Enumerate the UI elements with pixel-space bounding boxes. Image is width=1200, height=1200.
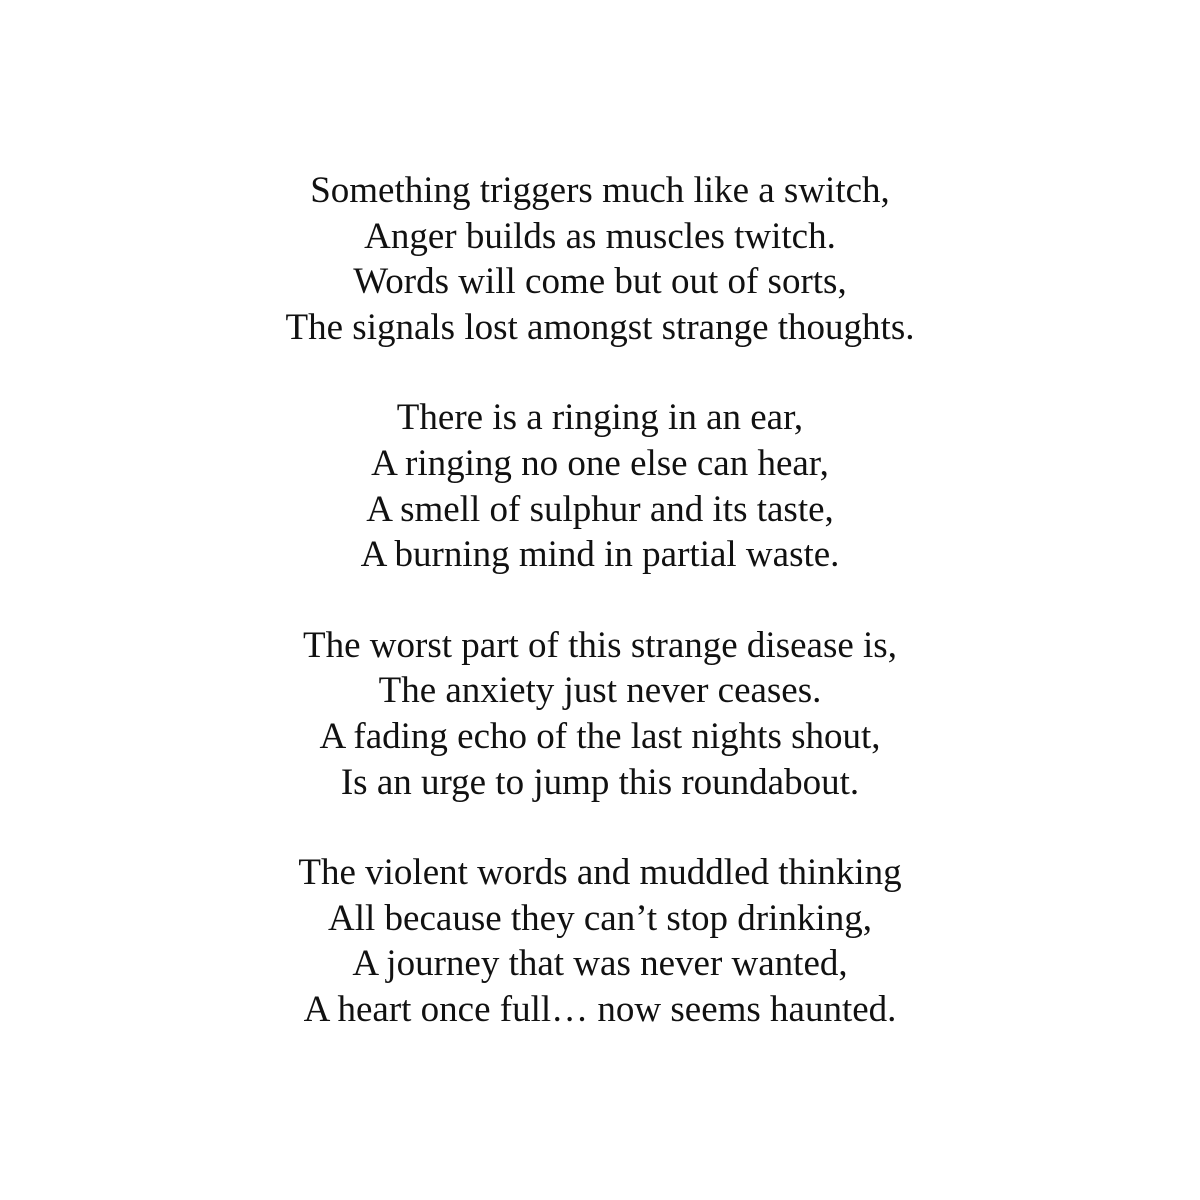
poem-line: The worst part of this strange disease is, — [303, 624, 897, 666]
poem-line: Is an urge to jump this roundabout. — [340, 761, 860, 803]
stanza-1 — [0, 168, 1200, 350]
poem-line: A burning mind in partial waste. — [360, 534, 840, 576]
poem-line: A heart once full… now seems haunted. — [303, 988, 897, 1030]
poem-line: All because they can’t stop drinking, — [328, 897, 872, 939]
poem-line: Words will come but out of sorts, — [353, 261, 847, 303]
poem-line: Anger builds as muscles twitch. — [364, 215, 836, 257]
poem-line: The signals lost amongst strange thoughts. — [285, 306, 915, 348]
poem-line: There is a ringing in an ear, — [396, 397, 804, 439]
poem-line: The anxiety just never ceases. — [378, 670, 822, 712]
stanza-2 — [0, 395, 1200, 577]
poem — [0, 168, 1200, 1078]
poem-line: A journey that was never wanted, — [352, 943, 848, 985]
poem-line: Something triggers much like a switch, — [310, 170, 890, 211]
poem-line: A ringing no one else can hear, — [371, 442, 829, 484]
stanza-3 — [0, 623, 1200, 805]
stanza-4 — [0, 850, 1200, 1032]
poem-line: The violent words and muddled thinking — [298, 852, 902, 894]
poem-line: A smell of sulphur and its taste, — [366, 488, 834, 530]
poem-line: A fading echo of the last nights shout, — [319, 715, 881, 757]
